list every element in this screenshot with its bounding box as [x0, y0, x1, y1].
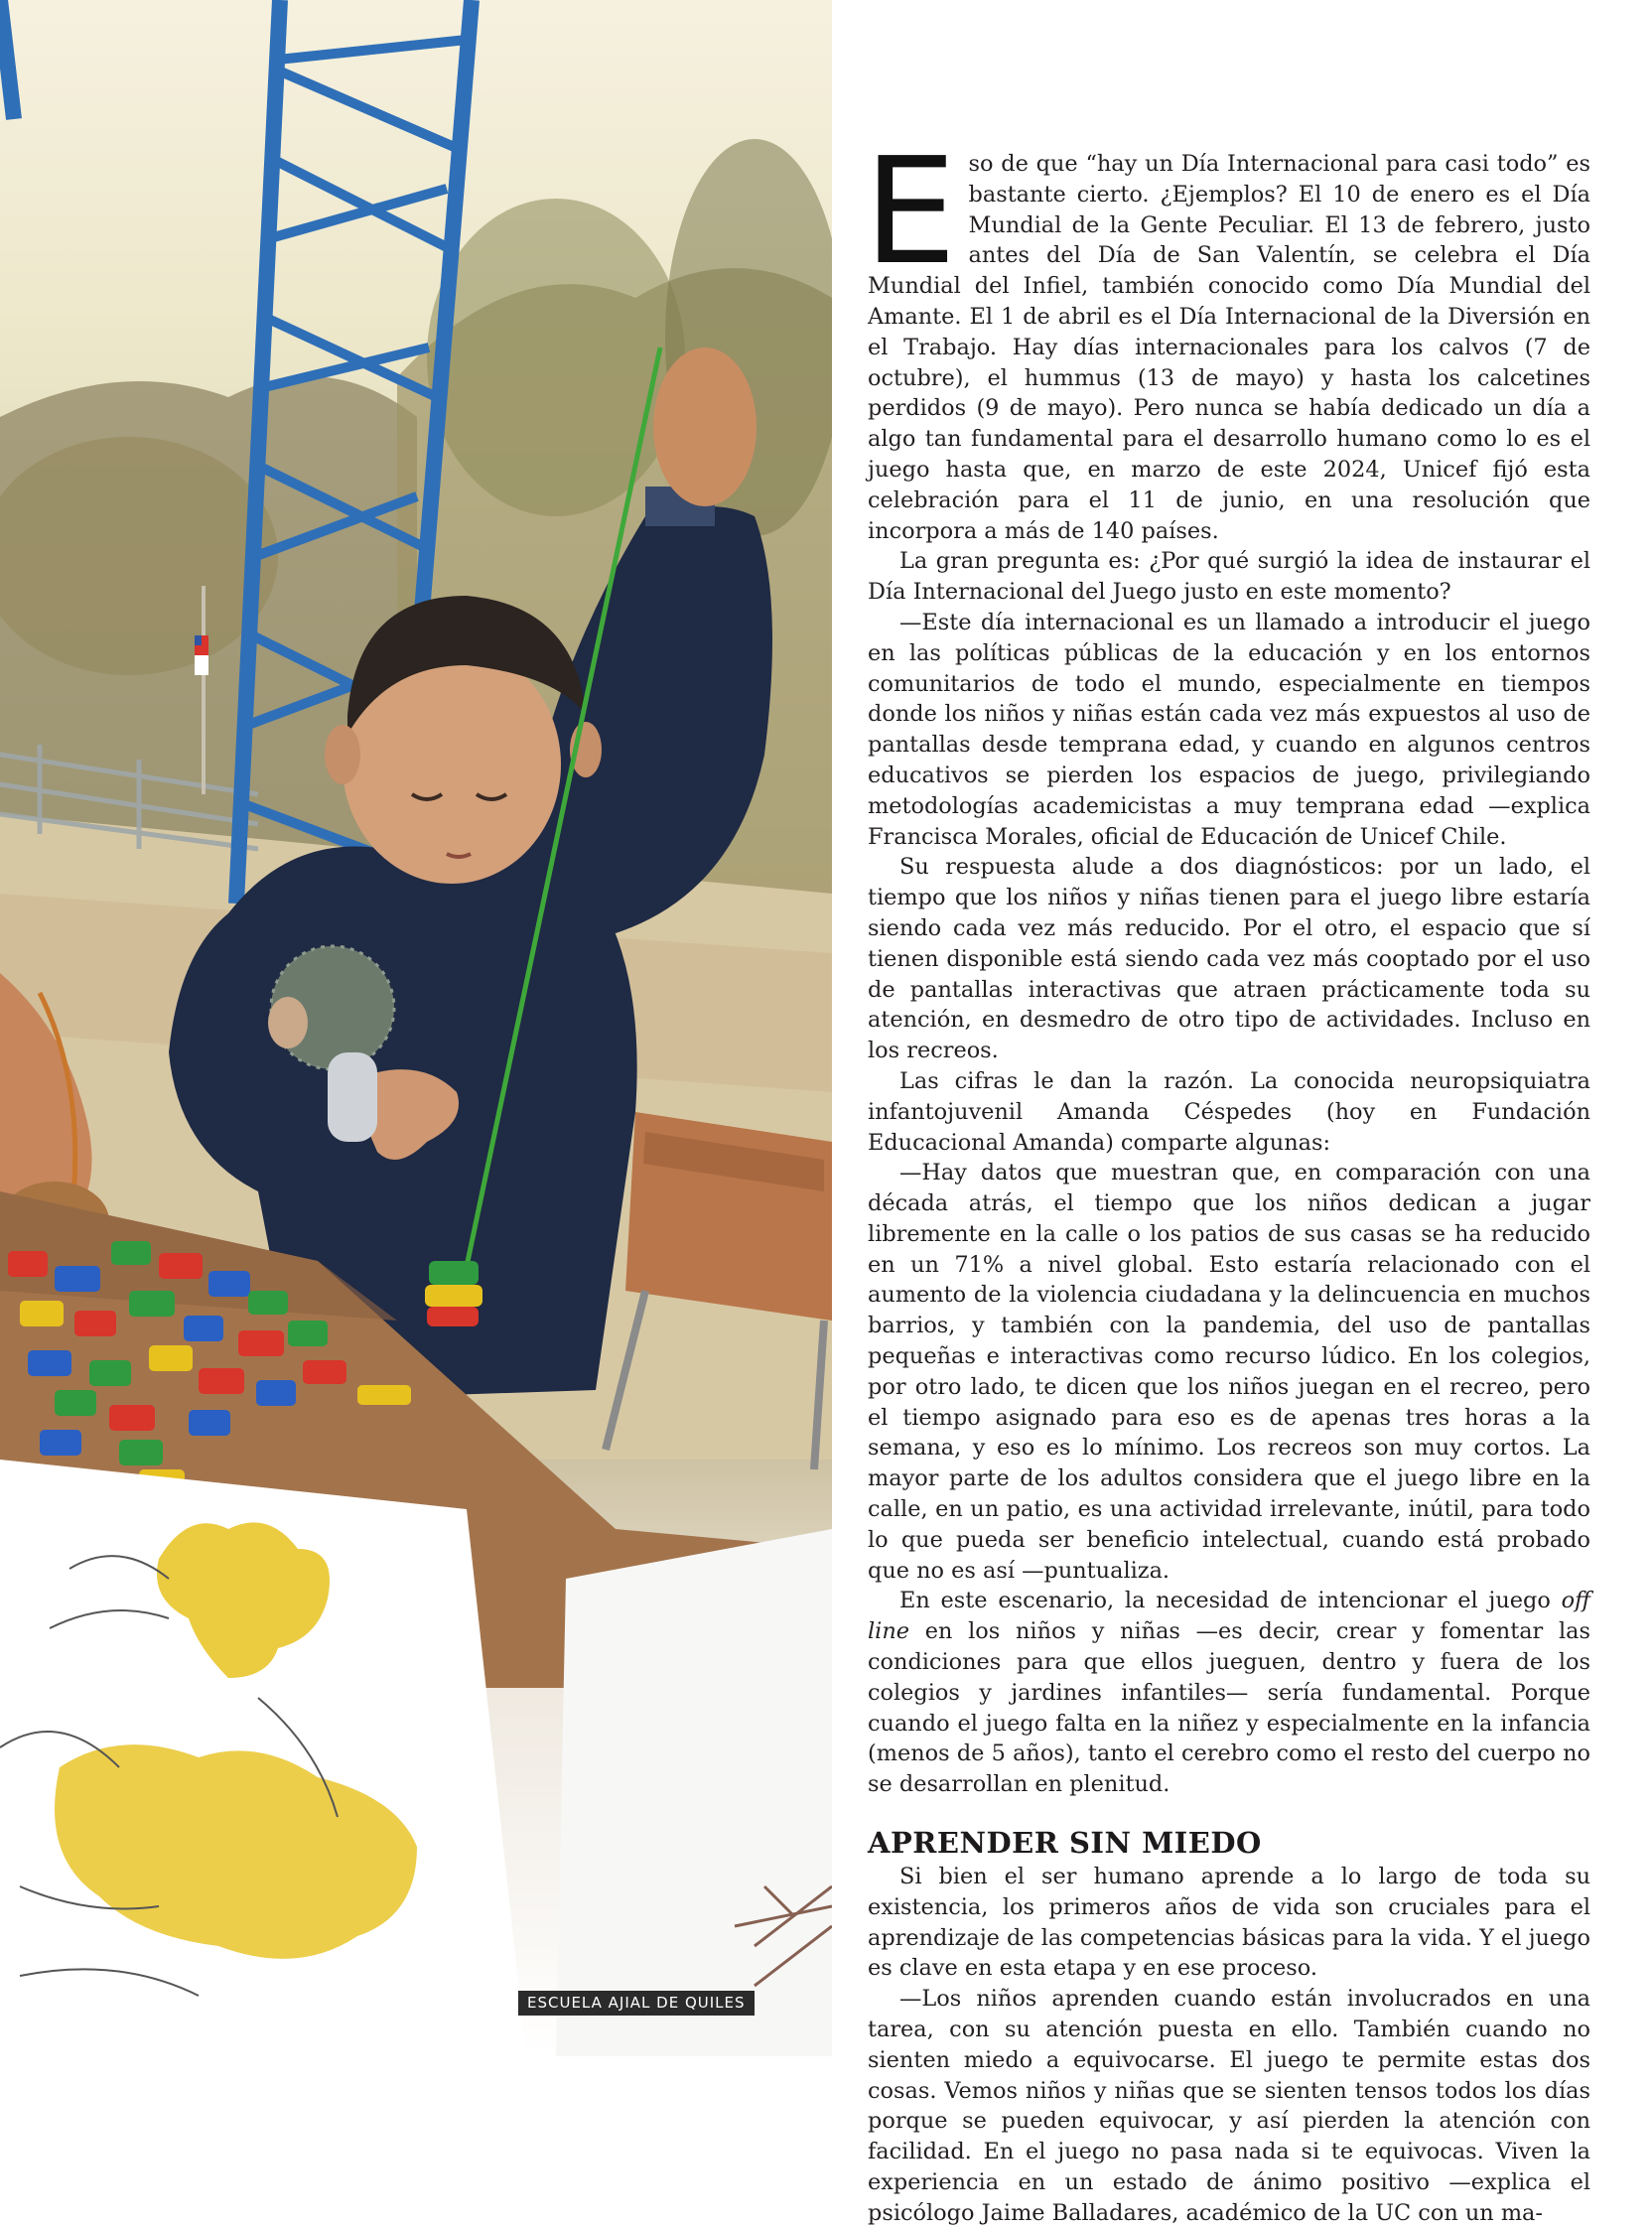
section-subheading: APRENDER SIN MIEDO — [868, 1826, 1262, 1861]
lead-paragraph-text: so de que “hay un Día Internacional para casi todo” es bastante cierto. ¿Ejemplos? El 10 de enero es el Día Mundial de la Gente Peculiar. El 13 de febrero, justo antes del Día de San Valentín, se celebra el Día Mundial del Infiel, también conocido como Día Mundial del Amante. El 1 de abril es el Día Internacional de la Diversión en el Trabajo. Hay días internacionales para los calvos (7 de octubre), el hummus (13 de mayo) y hasta los calcetines perdidos (9 de mayo). Pero nunca se había dedicado un día a algo tan fundamental para el desarrollo humano como lo es el juego hasta que, en marzo de este 2024, Unicef fijó esta celebración para el 11 de junio, en una resolución que incorpora a más de 140 países. — [868, 151, 1590, 544]
paragraph: La gran pregunta es: ¿Por qué surgió la idea de instaurar el Día Internacional del Juego justo en este momento? — [868, 548, 1590, 606]
lead-paragraph — [864, 126, 1590, 546]
paragraph: —Este día internacional es un llamado a introducir el juego en las políticas públicas de la educación y en los entornos comunitarios de todo el mundo, especialmente en tiempos donde los niños y niñas están cada vez más expuestos al uso de pantallas desde temprana edad, y cuando en algunos centros educativos se pierden los espacios de juego, privilegiando metodologías academicistas a muy temprana edad —explica Francisca Morales, oficial de Educación de Unicef Chile. — [868, 609, 1590, 850]
paragraph — [868, 1586, 1590, 1800]
article-body — [864, 126, 1590, 2229]
drop-cap: E — [864, 126, 957, 297]
paragraph-text: en los niños y niñas —es decir, crear y fomentar las condiciones para que ellos jueguen, dentro y fuera de los colegios y jardines infantiles— sería fundamental. Porque cuando el juego falta en la niñez y especialmente en la infancia (menos de 5 años), tanto el cerebro como el resto del cuerpo no se desarrollan en plenitud. — [868, 1618, 1590, 1798]
paragraph: Si bien el ser humano aprende a lo largo de toda su existencia, los primeros años de vida son cruciales para el aprendizaje de las competencias básicas para la vida. Y el juego es clave en esta etapa y en ese proceso. — [868, 1864, 1590, 1982]
photo-illustration — [0, 0, 832, 2056]
paragraph: Su respuesta alude a dos diagnósticos: por un lado, el tiempo que los niños y niñas tienen para el juego libre estaría siendo cada vez más reducido. Por el otro, el espacio que sí tienen disponible está siendo cada vez más cooptado por el uso de pantallas interactivas que atraen prácticamente toda su atención, en desmedro de otro tipo de actividades. Incluso en los recreos. — [868, 854, 1590, 1064]
emphasis-text: off line — [868, 1588, 1590, 1645]
paragraph-text: En este escenario, la necesidad de intencionar el juego — [899, 1588, 1562, 1614]
photo-credit: ESCUELA AJIAL DE QUILES — [518, 1991, 755, 2016]
article-photo — [0, 0, 832, 2056]
paragraph: —Los niños aprenden cuando están involucrados en una tarea, con su atención puesta en ello. También cuando no sienten miedo a equivocarse. El juego te permite estas dos cosas. Vemos niños y niñas que se sienten tensos todos los días porque se pueden equivocar, y así pierden la atención con facilidad. En el juego no pasa nada si te equivocas. Viven la experiencia en un estado de ánimo positivo —explica el psicólogo Jaime Balladares, académico de la UC con un ma- — [868, 1986, 1590, 2226]
paragraph: —Hay datos que muestran que, en comparación con una década atrás, el tiempo que los niños dedican a jugar libremente en la calle o los patios de sus casas se ha reducido en un 71% a nivel global. Esto estaría relacionado con el aumento de la violencia ciudadana y la delincuencia en muchos barrios, y también con la pandemia, del uso de pantallas pequeñas e interactivas como recurso lúdico. En los colegios, por otro lado, te dicen que los niños juegan en el recreo, pero el tiempo asignado para eso es de apenas tres horas a la semana, y eso es lo mínimo. Los recreos son muy cortos. La mayor parte de los adultos considera que el juego libre en la calle, en un patio, es una actividad irrelevante, inútil, para todo lo que pueda ser beneficio intelectual, cuando está probado que no es así —puntualiza. — [868, 1160, 1590, 1584]
paragraph: Las cifras le dan la razón. La conocida neuropsiquiatra infantojuvenil Amanda Céspedes (hoy en Fundación Educacional Amanda) comparte algunas: — [868, 1067, 1590, 1156]
